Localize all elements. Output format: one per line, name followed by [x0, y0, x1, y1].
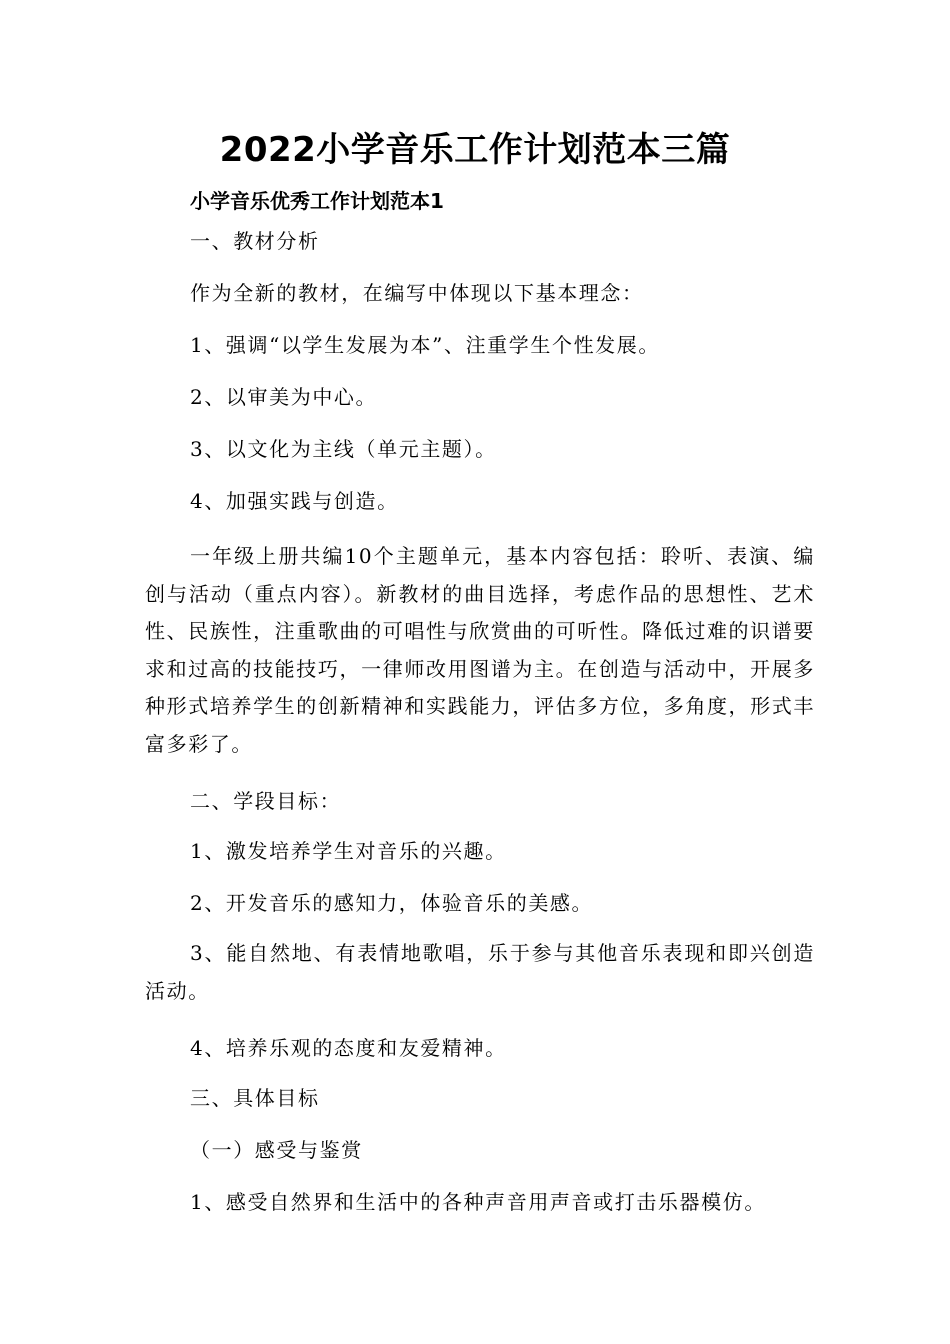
specific-goal-item: 1、感受自然界和生活中的各种声音用声音或打击乐器模仿。 — [190, 1190, 766, 1214]
subsection-heading-appreciation: （一）感受与鉴赏 — [190, 1138, 363, 1162]
principle-item: 3、以文化为主线（单元主题）。 — [190, 437, 497, 461]
section-heading-stage-goals: 二、学段目标： — [190, 789, 342, 813]
document-title: 2022小学音乐工作计划范本三篇 — [219, 130, 731, 170]
section-heading-textbook-analysis: 一、教材分析 — [190, 229, 320, 253]
analysis-paragraph: 一年级上册共编10个主题单元，基本内容包括：聆听、表演、编创与活动（重点内容）。新教材的曲目选择，考虑作品的思想性、艺术性、民族性，注重歌曲的可唱性与欣赏曲的可听性。降低过难的识谱要求和过高的技能技巧，一律师改用图谱为主。在创造与活动中，开展多种形式培养学生的创新精神和实践能力，评估多方位，多角度，形式丰富多彩了。 — [145, 544, 815, 756]
goal-item: 1、激发培养学生对音乐的兴趣。 — [190, 839, 507, 863]
principle-item: 1、强调“以学生发展为本”、注重学生个性发展。 — [190, 333, 660, 357]
section-heading-specific-goals: 三、具体目标 — [190, 1086, 320, 1110]
plan-subtitle: 小学音乐优秀工作计划范本1 — [190, 189, 444, 213]
intro-text: 作为全新的教材，在编写中体现以下基本理念： — [190, 281, 644, 305]
goal-item: 4、培养乐观的态度和友爱精神。 — [190, 1036, 507, 1060]
principle-item: 4、加强实践与创造。 — [190, 489, 399, 513]
goal-item: 3、能自然地、有表情地歌唱，乐于参与其他音乐表现和即兴创造活动。 — [145, 941, 815, 1003]
goal-item: 2、开发音乐的感知力，体验音乐的美感。 — [190, 891, 594, 915]
principle-item: 2、以审美为中心。 — [190, 385, 378, 409]
